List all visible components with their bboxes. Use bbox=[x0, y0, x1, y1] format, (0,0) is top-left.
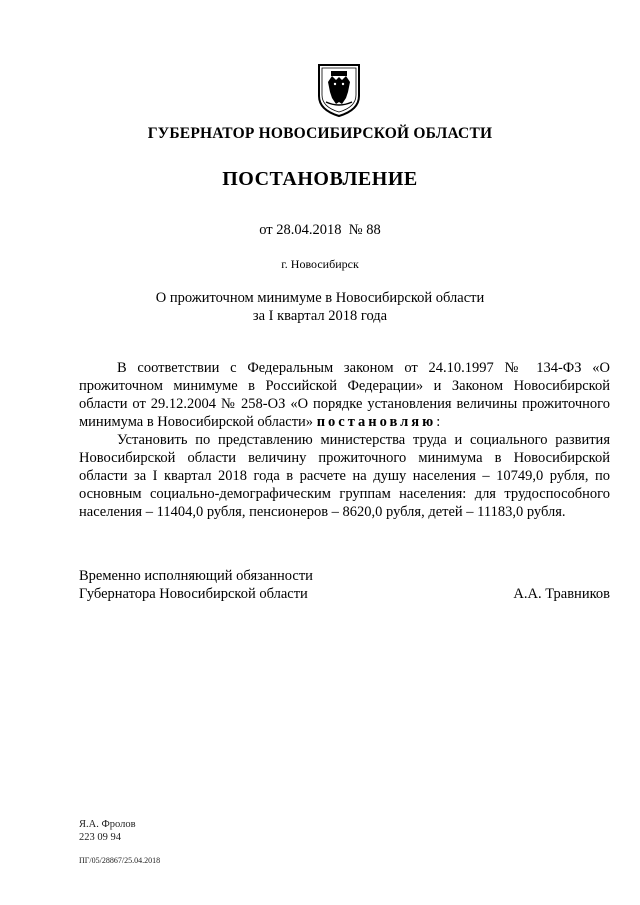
document-date-number: от 28.04.2018 № 88 bbox=[259, 222, 381, 238]
subject-line-1: О прожиточном минимуме в Новосибирской области bbox=[155, 290, 485, 306]
registration-number: ПГ/05/28867/25.04.2018 bbox=[79, 856, 161, 865]
authority-title: ГУБЕРНАТОР НОВОСИБИРСКОЙ ОБЛАСТИ bbox=[147, 125, 493, 142]
resolution-word: постановляю bbox=[316, 414, 437, 430]
body-paragraph-1 bbox=[79, 359, 610, 431]
signer-title-line-2: Губернатора Новосибирской области bbox=[79, 586, 308, 602]
signature-block bbox=[79, 567, 610, 603]
document-type: ПОСТАНОВЛЕНИЕ bbox=[222, 168, 418, 190]
executor-info bbox=[79, 818, 136, 844]
paragraph-1-text: В соответствии с Федеральным законом от 24.10.1997 № 134-ФЗ «О прожиточном минимуме в Российской Федерации» и Законом Новосибирской области от 29.12.2004 № 258-ОЗ «О порядке установления величины прожиточного минимума в Новосибирской области» bbox=[79, 360, 610, 430]
paragraph-1-end: : bbox=[436, 414, 441, 430]
body-paragraph-2: Установить по представлению министерства труда и социального развития Новосибирской области величину прожиточного минимума в Новосибирской области за I квартал 2018 года в расчете на душу населения – 10749,0 рубля, по основным социально-демографическим группам населения: для трудоспособного населения – 11404,0 рубля, пенсионеров – 8620,0 рубля, детей – 11183,0 рубля. bbox=[79, 432, 610, 520]
executor-phone: 223 09 94 bbox=[79, 832, 121, 843]
document-subject bbox=[0, 289, 640, 325]
coat-of-arms-icon bbox=[316, 62, 362, 118]
document-body bbox=[79, 359, 610, 521]
signer-title-line-1: Временно исполняющий обязанности bbox=[79, 568, 313, 584]
document-city: г. Новосибирск bbox=[281, 257, 359, 271]
signer-name: А.А. Травников bbox=[513, 586, 610, 602]
signer-row bbox=[79, 585, 610, 603]
subject-line-2: за I квартал 2018 года bbox=[252, 308, 388, 324]
executor-name: Я.А. Фролов bbox=[79, 819, 136, 830]
